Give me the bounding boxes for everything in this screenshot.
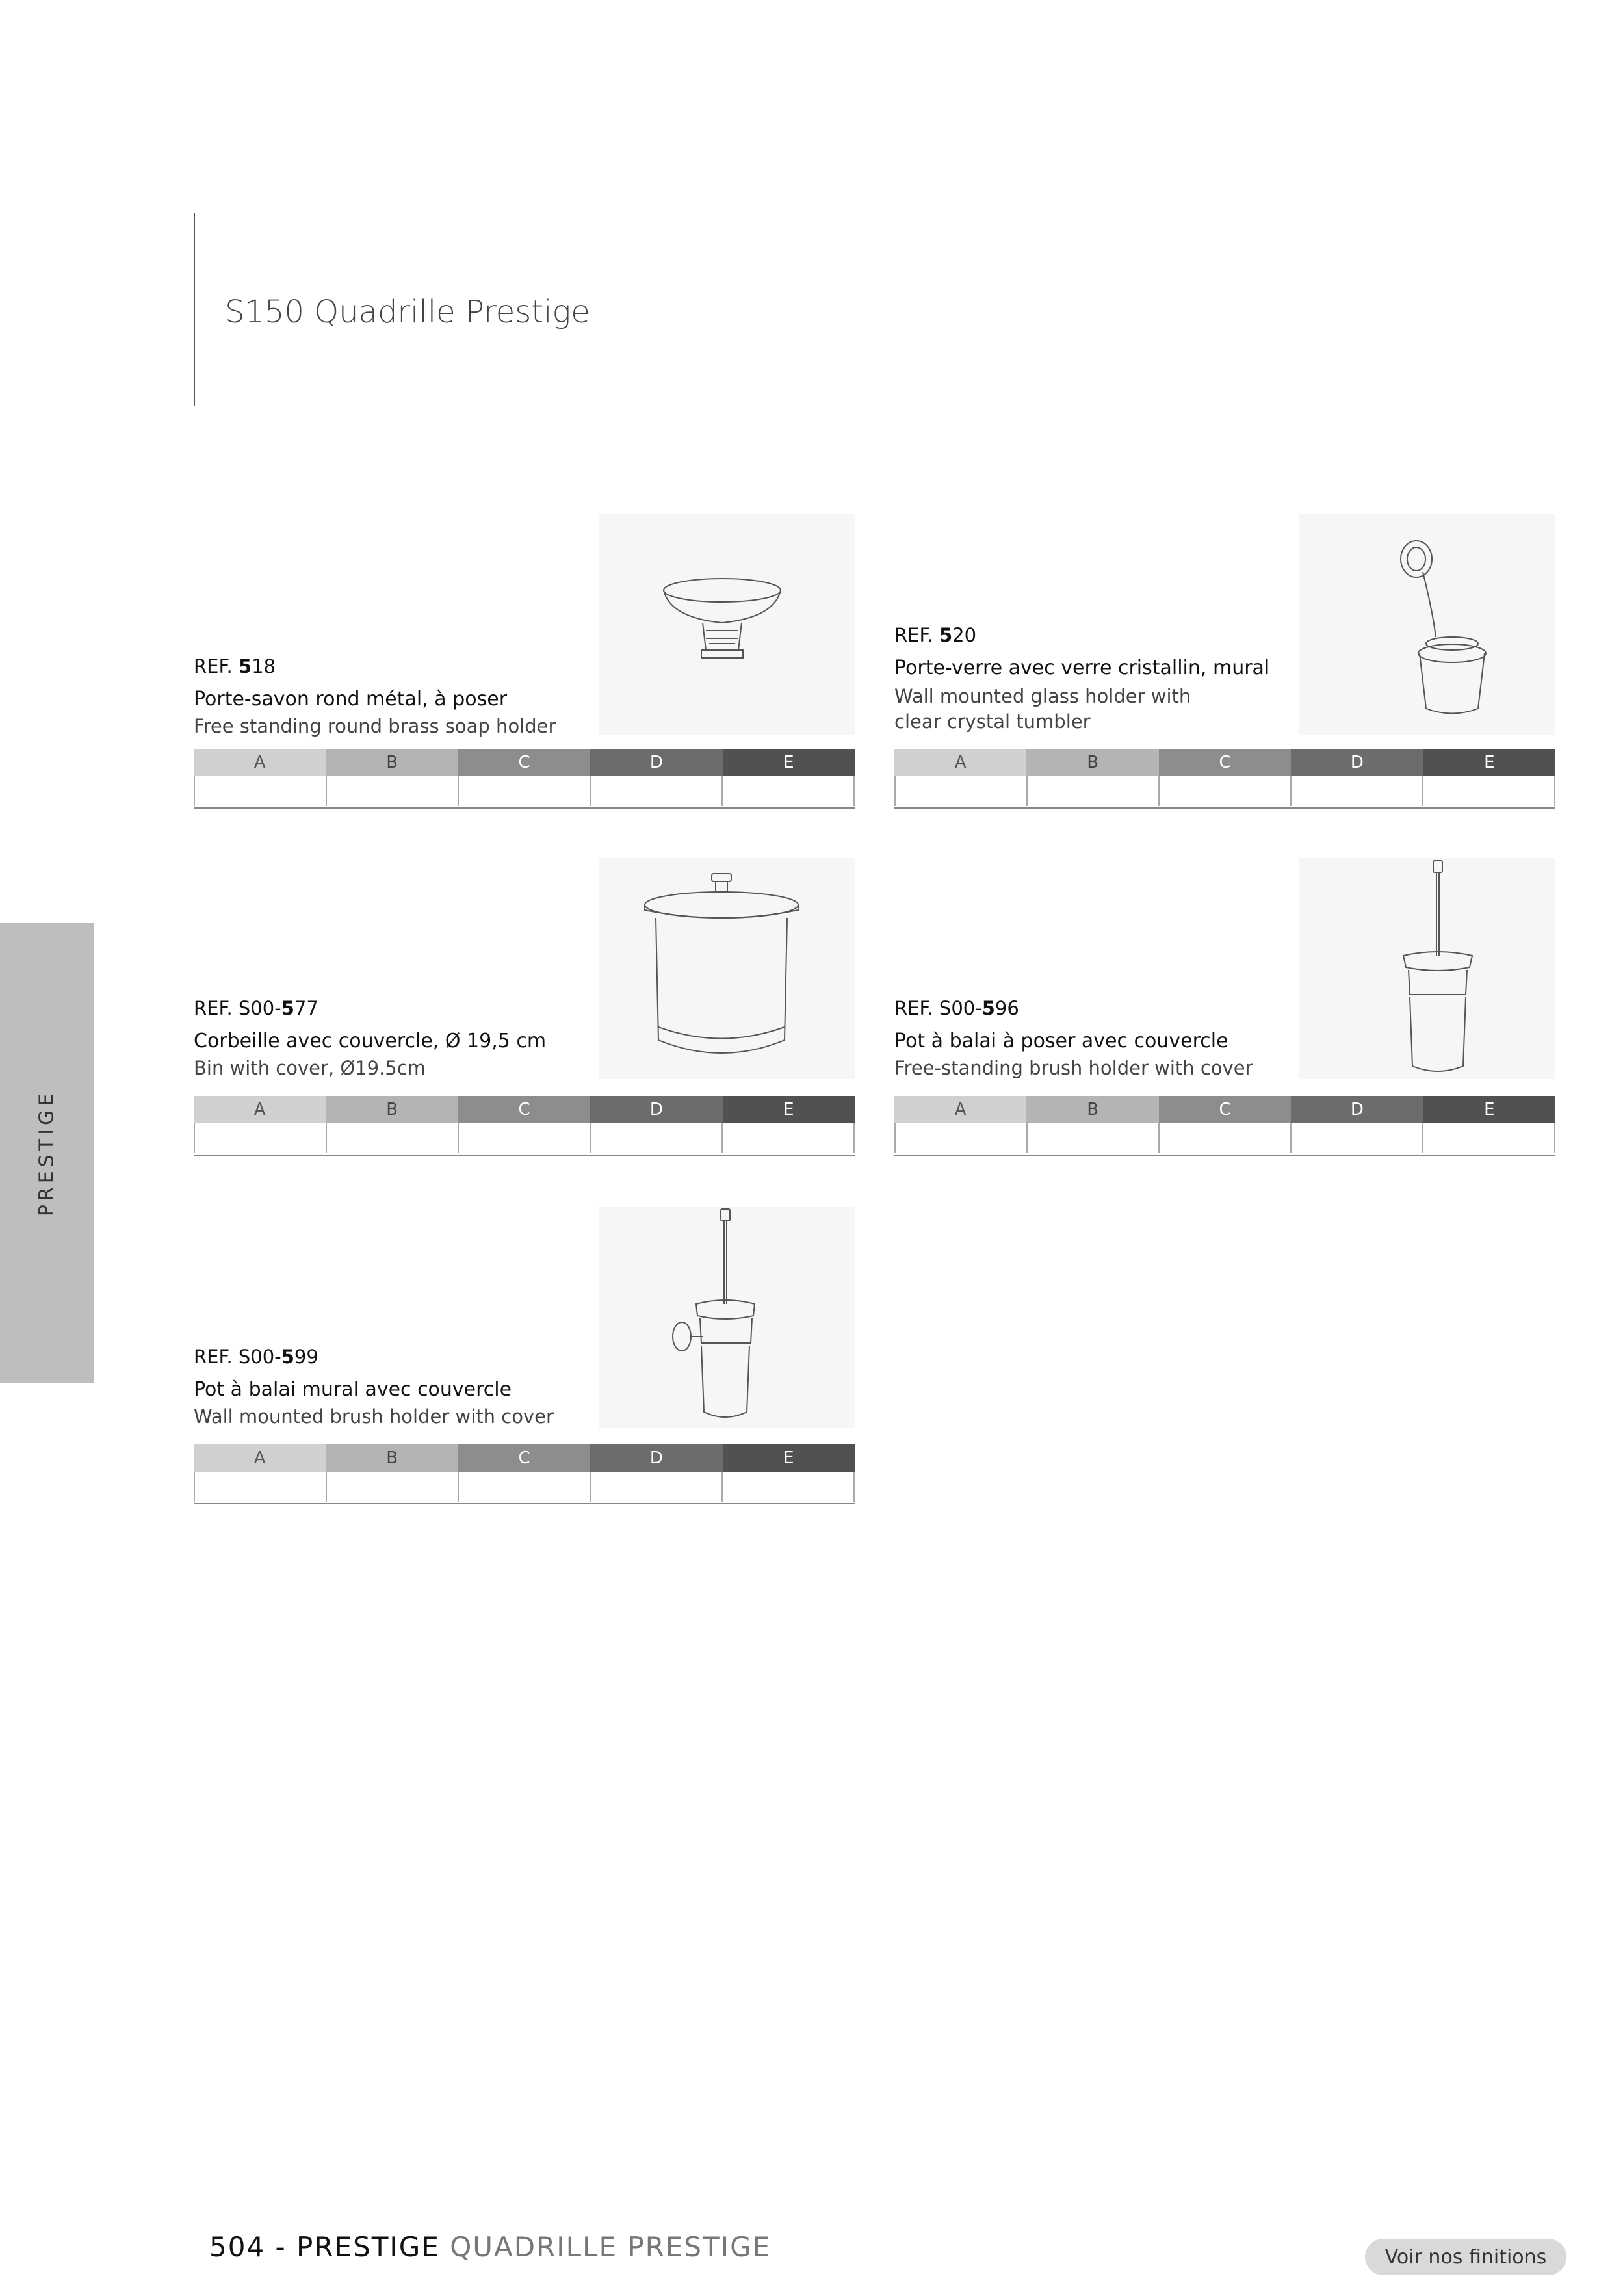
product-title-en: Wall mounted glass holder with clear crystal tumbler <box>894 685 1191 733</box>
finish-table <box>194 1444 855 1504</box>
finish-col-b: B <box>1026 1096 1158 1123</box>
finish-row <box>894 1123 1555 1153</box>
side-tab <box>0 923 94 1383</box>
finish-col-a: A <box>194 1444 326 1472</box>
see-finishes-button[interactable]: Voir nos finitions <box>1365 2239 1566 2275</box>
finish-col-c: C <box>458 749 590 776</box>
finish-col-e: E <box>1423 1096 1555 1123</box>
product-card <box>894 514 1555 809</box>
finish-col-d: D <box>590 1444 722 1472</box>
finish-col-b: B <box>326 1096 458 1123</box>
finish-table <box>894 749 1555 809</box>
finish-col-d: D <box>1291 749 1423 776</box>
finish-table <box>194 749 855 809</box>
product-ref: REF. S00-577 <box>194 997 318 1019</box>
product-ref: REF. S00-599 <box>194 1346 318 1368</box>
product-card <box>894 858 1555 1156</box>
product-title-en: Free-standing brush holder with cover <box>894 1057 1253 1079</box>
finish-col-c: C <box>1159 749 1291 776</box>
finish-row <box>194 1472 855 1502</box>
page-footer <box>209 2231 771 2263</box>
finish-col-a: A <box>194 1096 326 1123</box>
finish-row <box>194 776 855 806</box>
finish-col-d: D <box>590 1096 722 1123</box>
title-divider <box>194 213 195 406</box>
product-title-fr: Pot à balai à poser avec couvercle <box>894 1030 1228 1052</box>
finish-col-b: B <box>1026 749 1158 776</box>
finish-row <box>194 1123 855 1153</box>
bin-icon <box>599 858 855 1079</box>
wall-brush-holder-icon <box>599 1207 855 1428</box>
finish-col-c: C <box>458 1096 590 1123</box>
toilet-brush-icon <box>1299 858 1555 1079</box>
finish-col-c: C <box>458 1444 590 1472</box>
product-title-en: Free standing round brass soap holder <box>194 715 556 737</box>
finish-col-a: A <box>894 749 1026 776</box>
glass-holder-icon <box>1299 514 1555 735</box>
finish-row <box>894 776 1555 806</box>
finish-col-c: C <box>1159 1096 1291 1123</box>
finish-col-e: E <box>723 749 855 776</box>
page-title: S150 Quadrille Prestige <box>225 294 590 330</box>
finish-col-b: B <box>326 749 458 776</box>
finish-col-e: E <box>723 1444 855 1472</box>
soap-dish-icon <box>599 514 855 735</box>
product-ref: REF. S00-596 <box>894 997 1019 1019</box>
product-title-fr: Porte-verre avec verre cristallin, mural <box>894 657 1270 679</box>
product-ref: REF. 520 <box>894 624 977 646</box>
finish-table <box>194 1096 855 1156</box>
footer-page-number: 504 - PRESTIGE <box>209 2231 440 2263</box>
finish-col-b: B <box>326 1444 458 1472</box>
finish-col-e: E <box>723 1096 855 1123</box>
finish-table <box>894 1096 1555 1156</box>
finish-col-a: A <box>194 749 326 776</box>
product-ref: REF. 518 <box>194 655 276 677</box>
side-tab-label: PRESTIGE <box>35 1089 58 1217</box>
footer-section: QUADRILLE PRESTIGE <box>450 2231 772 2263</box>
product-card <box>194 858 855 1156</box>
product-title-en: Wall mounted brush holder with cover <box>194 1405 554 1428</box>
product-card <box>194 514 855 809</box>
product-card <box>194 1207 855 1504</box>
finish-col-d: D <box>590 749 722 776</box>
product-title-fr: Corbeille avec couvercle, Ø 19,5 cm <box>194 1030 547 1052</box>
product-title-fr: Pot à balai mural avec couvercle <box>194 1378 512 1401</box>
product-title-fr: Porte-savon rond métal, à poser <box>194 688 508 711</box>
finish-col-a: A <box>894 1096 1026 1123</box>
finish-col-e: E <box>1423 749 1555 776</box>
product-title-en: Bin with cover, Ø19.5cm <box>194 1057 426 1079</box>
finish-col-d: D <box>1291 1096 1423 1123</box>
